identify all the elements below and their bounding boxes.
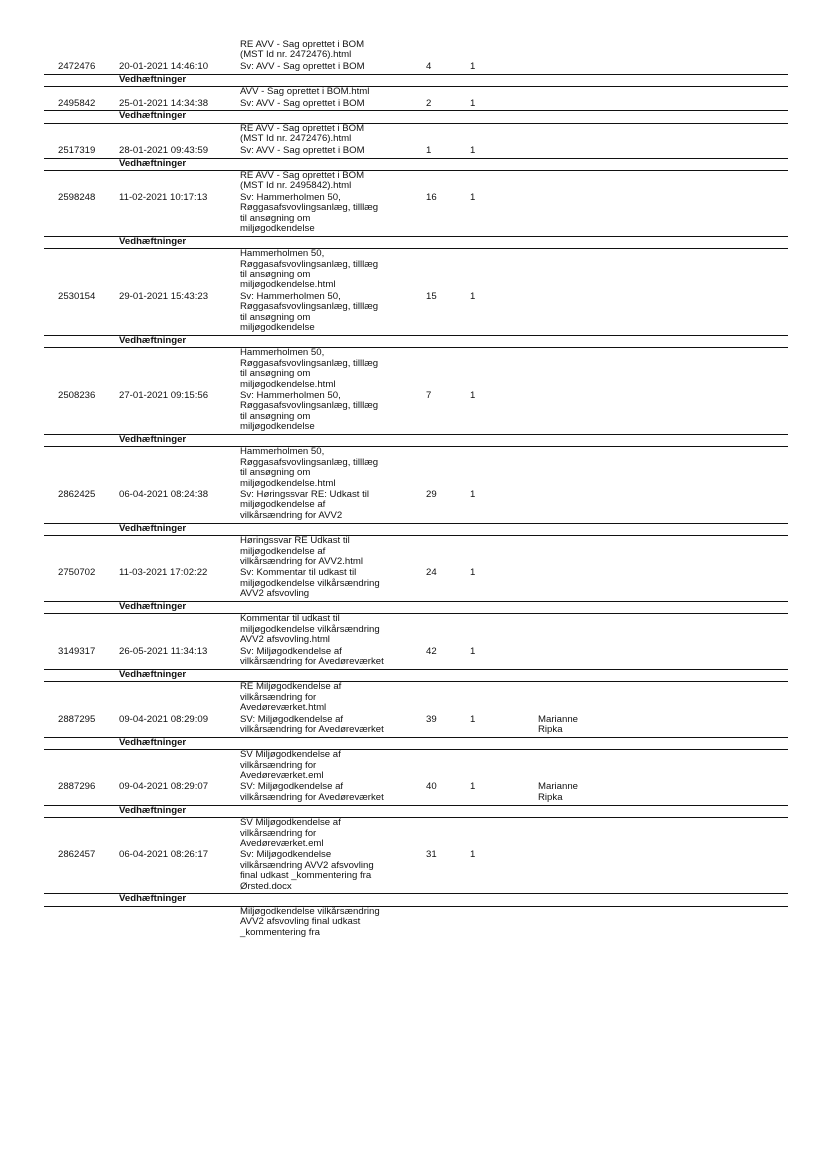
count-value: 24 <box>426 567 437 579</box>
version-value: 1 <box>470 489 476 500</box>
attachment-name <box>240 348 416 390</box>
message-id: 2472476 <box>58 60 96 72</box>
attachment-name-line: Hammerholmen 50, <box>240 248 325 260</box>
message-date: 09-04-2021 08:29:07 <box>119 781 209 793</box>
attachment-name <box>240 447 416 489</box>
message-subject <box>240 391 416 433</box>
attachment-name-line: Røggasafsvovlingsanlæg, tilllæg <box>240 357 379 369</box>
message-subject-line: Sv: AVV - Sag oprettet i BOM <box>240 97 365 109</box>
attachment-name <box>240 40 416 61</box>
sender-name <box>538 782 618 803</box>
message-subject-line: vilkårsændring for AVV2 <box>240 509 343 521</box>
message-id: 2517319 <box>58 144 96 156</box>
attachment-name-line: til ansøgning om <box>240 269 311 280</box>
attachments-label: Vedhæftninger <box>119 736 187 748</box>
attachment-name-line: Hammerholmen 50, <box>240 446 325 458</box>
attachment-name-line: Røggasafsvovlingsanlæg, tilllæg <box>240 258 379 270</box>
attachment-row <box>44 536 788 567</box>
attachment-name-line: miljøgodkendelse af <box>240 545 326 557</box>
message-subject-line: miljøgodkendelse <box>240 421 315 433</box>
attachment-name <box>240 87 416 97</box>
message-subject-line: Sv: Kommentar til udkast til <box>240 567 357 579</box>
attachment-name-line: vilkårsændring for AVV2.html <box>240 555 363 567</box>
message-subject-line: final udkast _kommentering fra <box>240 870 372 882</box>
attachment-name <box>240 750 416 781</box>
count-value: 31 <box>426 849 437 861</box>
message-subject-line: AVV2 afsvovling <box>240 588 310 600</box>
count-value: 4 <box>426 60 432 72</box>
version-value: 1 <box>470 389 476 401</box>
table-row <box>44 647 788 668</box>
sender-name-line: Ripka <box>538 723 563 735</box>
attachment-row <box>44 818 788 849</box>
message-subject <box>240 782 416 803</box>
attachments-label: Vedhæftninger <box>119 73 187 85</box>
message-date: 09-04-2021 08:29:09 <box>119 713 209 725</box>
message-subject-line: vilkårsændring for Avedøreværket <box>240 656 384 667</box>
message-subject-line: SV: Miljøgodkendelse af <box>240 713 344 725</box>
attachment-name-line: AVV - Sag oprettet i BOM.html <box>240 86 370 98</box>
message-subject-line: vilkårsændring for Avedøreværket <box>240 791 384 803</box>
message-id: 2887296 <box>58 781 96 793</box>
message-date: 06-04-2021 08:26:17 <box>119 849 209 861</box>
message-subject-line: vilkårsændring for Avedøreværket <box>240 723 384 735</box>
message-id: 3149317 <box>58 645 96 657</box>
attachment-name <box>240 124 416 145</box>
attachments-header <box>44 806 788 816</box>
message-subject-line: Sv: Miljøgodkendelse <box>240 849 332 861</box>
message-subject-line: Sv: Miljøgodkendelse af <box>240 645 342 657</box>
attachments-header <box>44 111 788 121</box>
count-value: 15 <box>426 290 437 302</box>
attachment-name-line: RE AVV - Sag oprettet i BOM <box>240 169 365 181</box>
message-subject-line: Ørsted.docx <box>240 880 292 892</box>
attachments-label: Vedhæftninger <box>119 157 187 169</box>
table-row <box>44 99 788 109</box>
attachment-name-line: SV Miljøgodkendelse af <box>240 817 341 829</box>
table-row <box>44 292 788 334</box>
attachments-label: Vedhæftninger <box>119 804 187 816</box>
attachment-name-line: RE Miljøgodkendelse af <box>240 681 342 693</box>
sender-name <box>538 715 618 736</box>
attachment-name-line: (MST Id nr. 2495842).html <box>240 180 352 192</box>
attachment-row <box>44 348 788 390</box>
version-value: 1 <box>470 191 476 203</box>
attachment-name-line: til ansøgning om <box>240 467 311 479</box>
count-value: 16 <box>426 191 437 203</box>
attachment-name <box>240 907 416 938</box>
message-subject <box>240 193 416 235</box>
message-date: 11-03-2021 17:02:22 <box>119 567 208 579</box>
version-value: 1 <box>470 60 476 72</box>
attachment-name-line: (MST Id nr. 2472476).html <box>240 49 352 61</box>
attachments-header <box>44 738 788 748</box>
message-subject-line: miljøgodkendelse af <box>240 499 326 511</box>
attachments-label: Vedhæftninger <box>119 110 187 122</box>
attachment-name-line: AVV2 afsvovling final udkast <box>240 916 361 928</box>
message-subject-line: Sv: Hammerholmen 50, <box>240 191 341 203</box>
count-value: 42 <box>426 645 437 657</box>
message-subject-line: Sv: AVV - Sag oprettet i BOM <box>240 60 365 72</box>
message-id: 2508236 <box>58 389 96 401</box>
message-date: 25-01-2021 14:34:38 <box>119 97 209 109</box>
message-subject-line: til ansøgning om <box>240 212 311 224</box>
attachment-row <box>44 124 788 145</box>
attachment-name <box>240 536 416 567</box>
table-row <box>44 62 788 72</box>
message-date: 28-01-2021 09:43:59 <box>119 144 209 156</box>
count-value: 7 <box>426 389 432 401</box>
message-subject <box>240 568 416 599</box>
attachment-row <box>44 40 788 61</box>
version-value: 1 <box>470 645 476 657</box>
message-subject <box>240 292 416 334</box>
message-date: 26-05-2021 11:34:13 <box>119 645 208 657</box>
table-row <box>44 490 788 521</box>
attachment-name-line: miljøgodkendelse vilkårsændring <box>240 623 380 635</box>
message-subject-line: til ansøgning om <box>240 311 311 323</box>
attachment-name-line: miljøgodkendelse.html <box>240 279 336 291</box>
message-subject-line: miljøgodkendelse <box>240 222 315 234</box>
attachments-label: Vedhæftninger <box>119 235 187 247</box>
attachment-name <box>240 249 416 291</box>
message-subject-line: Sv: AVV - Sag oprettet i BOM <box>240 144 365 156</box>
message-subject <box>240 490 416 521</box>
table-row <box>44 193 788 235</box>
attachments-label: Vedhæftninger <box>119 893 187 905</box>
message-date: 20-01-2021 14:46:10 <box>119 60 209 72</box>
attachment-name-line: SV Miljøgodkendelse af <box>240 749 341 761</box>
attachment-name-line: til ansøgning om <box>240 368 311 380</box>
attachment-name-line: Avedøreværket.eml <box>240 770 324 781</box>
message-subject <box>240 99 416 109</box>
attachment-name-line: miljøgodkendelse.html <box>240 378 336 390</box>
attachments-label: Vedhæftninger <box>119 668 187 680</box>
message-date: 27-01-2021 09:15:56 <box>119 389 209 401</box>
count-value: 29 <box>426 489 437 500</box>
attachments-header <box>44 670 788 680</box>
message-subject-line: vilkårsændring AVV2 afsvovling <box>240 859 374 871</box>
attachment-name-line: Røggasafsvovlingsanlæg, tilllæg <box>240 456 379 468</box>
attachment-row <box>44 249 788 291</box>
attachments-header <box>44 524 788 534</box>
message-subject-line: Røggasafsvovlingsanlæg, tilllæg <box>240 301 379 313</box>
attachment-name-line: miljøgodkendelse.html <box>240 477 336 489</box>
message-id: 2862425 <box>58 489 96 500</box>
attachments-header <box>44 894 788 904</box>
attachment-name-line: Høringssvar RE Udkast til <box>240 535 350 547</box>
attachment-name <box>240 614 416 645</box>
attachment-name-line: Hammerholmen 50, <box>240 347 325 359</box>
message-id: 2598248 <box>58 191 96 203</box>
attachment-name-line: Kommentar til udkast til <box>240 613 340 625</box>
message-subject <box>240 715 416 736</box>
table-row <box>44 146 788 156</box>
attachment-name-line: vilkårsændring for <box>240 759 317 771</box>
attachments-header <box>44 602 788 612</box>
table-row <box>44 568 788 599</box>
attachment-name <box>240 171 416 192</box>
message-subject-line: miljøgodkendelse vilkårsændring <box>240 577 380 589</box>
attachment-row <box>44 87 788 97</box>
attachment-name-line: (MST Id nr. 2472476).html <box>240 133 352 145</box>
message-date: 11-02-2021 10:17:13 <box>119 191 208 203</box>
attachments-label: Vedhæftninger <box>119 522 187 534</box>
sender-name-line: Marianne <box>538 713 578 725</box>
message-id: 2750702 <box>58 567 96 579</box>
message-subject <box>240 647 416 668</box>
table-row <box>44 391 788 433</box>
attachments-header <box>44 336 788 346</box>
message-subject <box>240 146 416 156</box>
message-subject-line: Sv: Hammerholmen 50, <box>240 290 341 302</box>
count-value: 39 <box>426 713 437 725</box>
attachment-name-line: Avedøreværket.eml <box>240 837 324 849</box>
message-subject-line: Sv: Høringssvar RE: Udkast til <box>240 489 370 500</box>
attachments-label: Vedhæftninger <box>119 434 187 445</box>
table-row <box>44 782 788 803</box>
version-value: 1 <box>470 144 476 156</box>
table-row <box>44 715 788 736</box>
attachment-name-line: Avedøreværket.html <box>240 702 327 714</box>
attachment-name-line: _kommentering fra <box>240 926 320 938</box>
message-subject <box>240 850 416 892</box>
attachment-name-line: vilkårsændring for <box>240 691 317 703</box>
message-id: 2530154 <box>58 290 96 302</box>
attachments-header <box>44 75 788 85</box>
attachments-label: Vedhæftninger <box>119 601 187 612</box>
message-subject-line: Sv: Hammerholmen 50, <box>240 389 341 401</box>
message-id: 2862457 <box>58 849 96 861</box>
attachments-header <box>44 237 788 247</box>
attachment-name-line: vilkårsændring for <box>240 827 317 839</box>
attachment-row <box>44 614 788 645</box>
version-value: 1 <box>470 713 476 725</box>
version-value: 1 <box>470 849 476 861</box>
version-value: 1 <box>470 290 476 302</box>
version-value: 1 <box>470 97 476 109</box>
attachment-name <box>240 818 416 849</box>
attachments-header <box>44 159 788 169</box>
attachment-row <box>44 682 788 713</box>
version-value: 1 <box>470 567 476 579</box>
attachment-name-line: Miljøgodkendelse vilkårsændring <box>240 905 380 917</box>
attachment-row <box>44 907 788 938</box>
attachment-row <box>44 171 788 192</box>
attachment-name <box>240 682 416 713</box>
message-subject-line: miljøgodkendelse <box>240 322 315 334</box>
sender-name-line: Marianne <box>538 781 578 793</box>
count-value: 40 <box>426 781 437 793</box>
attachments-header <box>44 435 788 445</box>
attachment-name-line: AVV2 afsvovling.html <box>240 634 330 646</box>
message-subject <box>240 62 416 72</box>
message-id: 2887295 <box>58 713 96 725</box>
attachments-label: Vedhæftninger <box>119 334 187 346</box>
attachment-name-line: RE AVV - Sag oprettet i BOM <box>240 39 365 50</box>
message-date: 06-04-2021 08:24:38 <box>119 489 209 500</box>
version-value: 1 <box>470 781 476 793</box>
attachment-row <box>44 750 788 781</box>
attachment-row <box>44 447 788 489</box>
table-row <box>44 850 788 892</box>
sender-name-line: Ripka <box>538 791 563 803</box>
message-subject-line: Røggasafsvovlingsanlæg, tilllæg <box>240 202 379 214</box>
message-id: 2495842 <box>58 97 96 109</box>
message-subject-line: Røggasafsvovlingsanlæg, tilllæg <box>240 400 379 412</box>
count-value: 1 <box>426 144 432 156</box>
count-value: 2 <box>426 97 432 109</box>
attachment-name-line: RE AVV - Sag oprettet i BOM <box>240 122 365 134</box>
message-date: 29-01-2021 15:43:23 <box>119 290 209 302</box>
message-subject-line: SV: Miljøgodkendelse af <box>240 781 344 793</box>
message-subject-line: til ansøgning om <box>240 410 311 422</box>
